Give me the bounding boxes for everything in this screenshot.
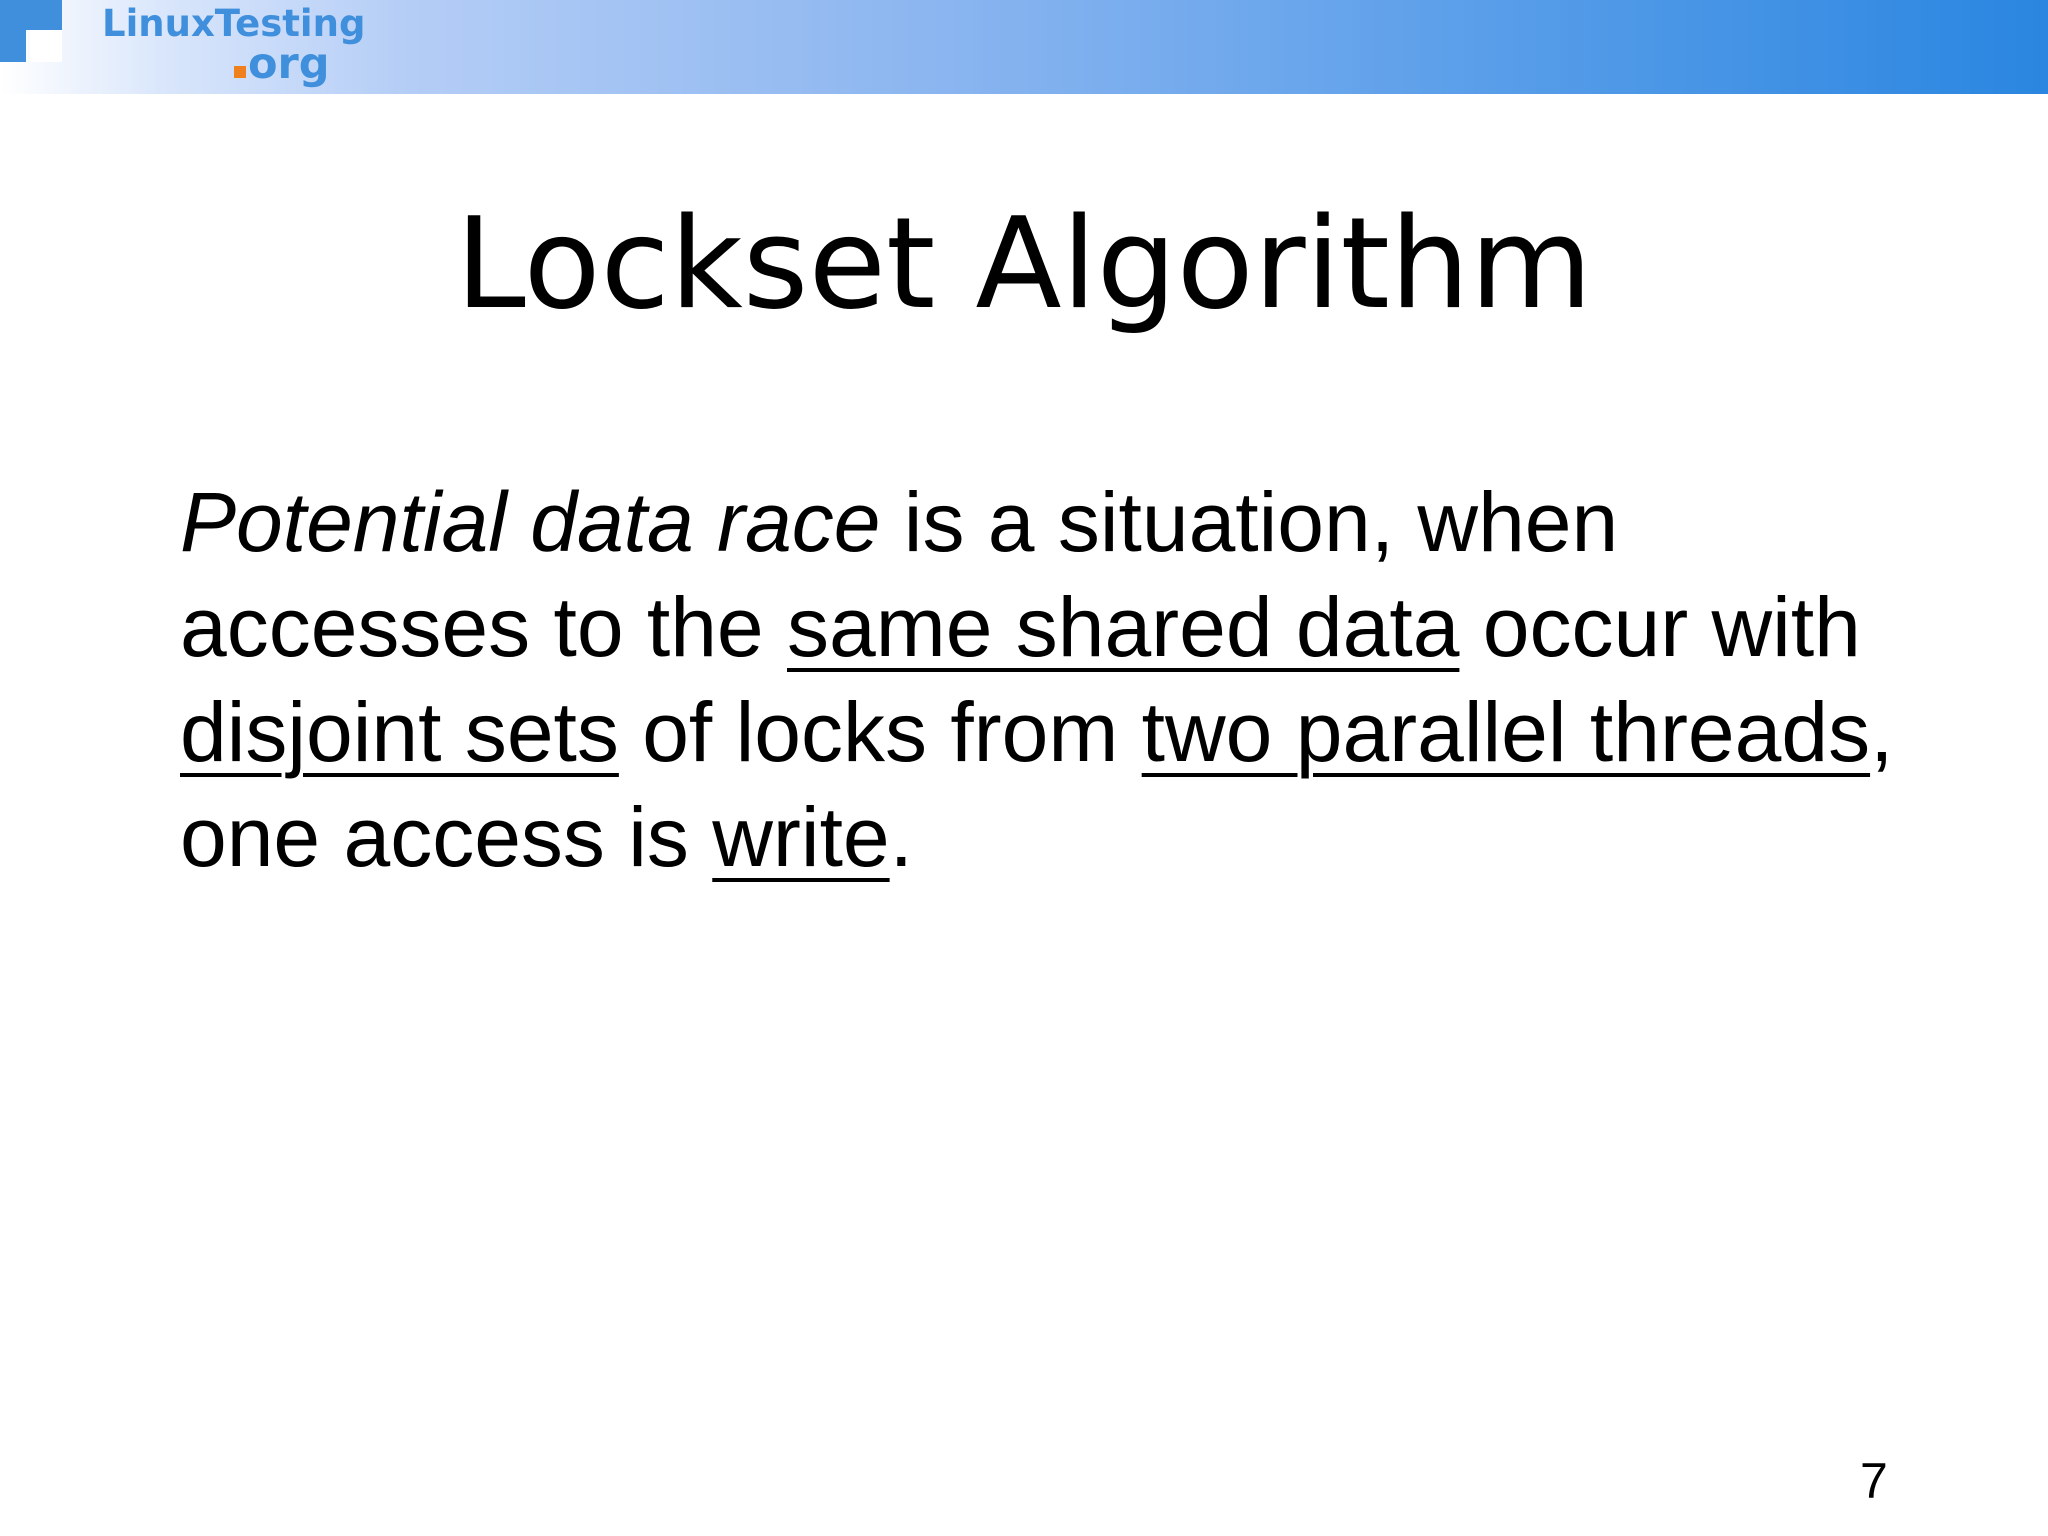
term-write: write	[712, 790, 890, 884]
body-text-segment: is a situation, when accesses to the	[180, 475, 1619, 674]
term-disjoint-sets: disjoint sets	[180, 685, 619, 779]
logo-text: LinuxTesting	[102, 2, 366, 45]
slide-title: Lockset Algorithm	[455, 190, 1593, 337]
page-number: 7	[1860, 1453, 1888, 1509]
body-text-segment: of locks from	[618, 685, 1142, 779]
logo-dot-icon	[234, 66, 246, 78]
body-text-segment: occur with	[1459, 580, 1861, 674]
term-two-parallel-threads: two parallel threads	[1141, 685, 1871, 779]
body-text-segment: .	[889, 790, 913, 884]
body-paragraph	[180, 470, 1940, 890]
logo-org-text: org	[248, 39, 330, 89]
term-potential-data-race: Potential data race	[180, 475, 881, 569]
logo-org	[234, 39, 330, 89]
logo-squares-icon	[0, 0, 70, 70]
body-text-segment: , one access is	[180, 685, 1894, 884]
term-same-shared-data: same shared data	[787, 580, 1460, 674]
